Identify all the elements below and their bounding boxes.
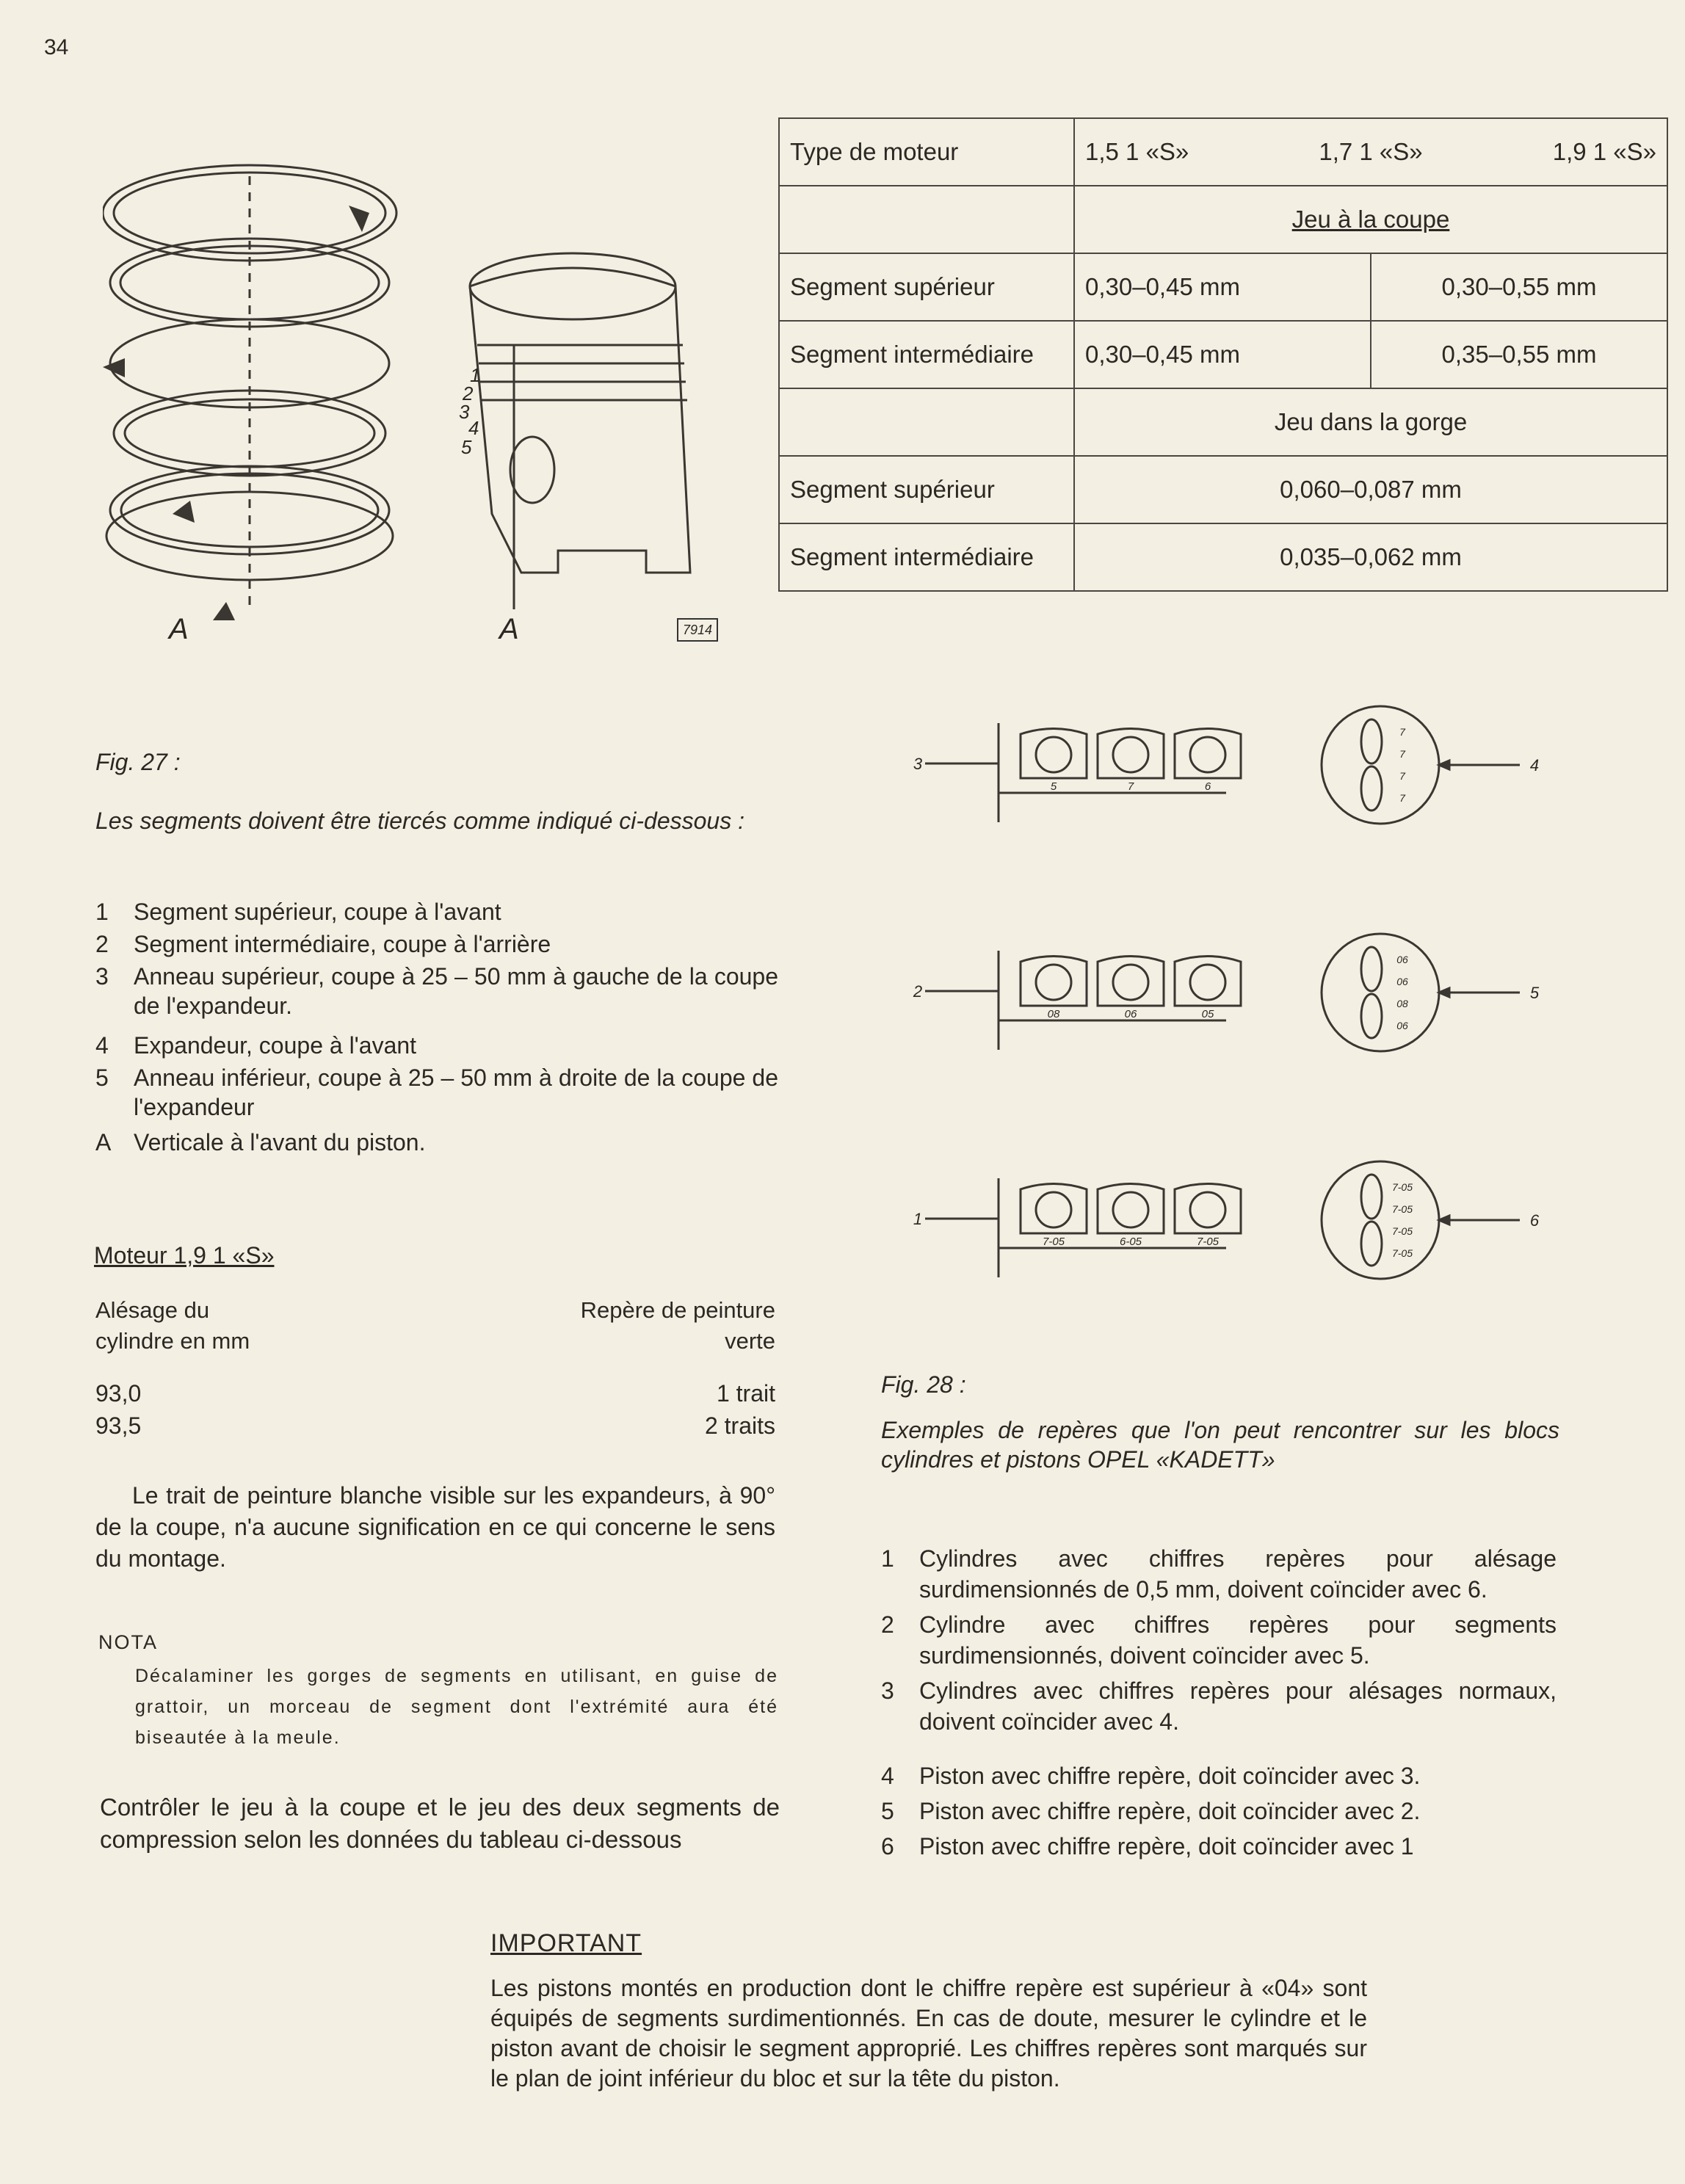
table-row bbox=[779, 186, 1667, 253]
label-1: 1 bbox=[470, 364, 481, 386]
piston-mark: 06 bbox=[1396, 976, 1408, 987]
piston-head bbox=[1322, 934, 1439, 1051]
bore-value: 93,0 bbox=[95, 1380, 142, 1407]
list-item: 4 Expandeur, coupe à l'avant bbox=[95, 1032, 417, 1059]
table-row bbox=[779, 456, 1667, 523]
engine-type: 1,9 1 «S» bbox=[1552, 138, 1656, 165]
valve-pocket bbox=[1361, 994, 1382, 1038]
block-mark: 7-05 bbox=[1196, 1236, 1220, 1248]
valve-pocket bbox=[1361, 766, 1382, 810]
block-mark: 08 bbox=[1047, 1008, 1060, 1020]
cylinder-circle bbox=[1036, 737, 1071, 772]
piston-number: 4 bbox=[1529, 756, 1540, 774]
fig27-caption: Fig. 27 : bbox=[95, 749, 181, 775]
piston-mark: 7-05 bbox=[1391, 1247, 1413, 1259]
bore-value: 93,5 bbox=[95, 1412, 142, 1439]
table-cell: 0,35–0,55 mm bbox=[1371, 321, 1667, 388]
gap-header: Jeu à la coupe bbox=[1074, 186, 1667, 253]
marks-illustration bbox=[910, 705, 1601, 1292]
table-cell: 0,30–0,45 mm bbox=[1074, 321, 1371, 388]
piston-mark: 7-05 bbox=[1391, 1225, 1413, 1237]
list-item: 2 Cylindre avec chiffres repères pour segments surdimensionnés, doivent coïncider avec 5. bbox=[881, 1611, 1557, 1669]
piston-mark: 7-05 bbox=[1391, 1181, 1413, 1193]
arrow-icon bbox=[213, 602, 235, 620]
label-2: 2 bbox=[463, 382, 474, 404]
row-label: Segment intermédiaire bbox=[779, 523, 1074, 591]
label-a: A bbox=[499, 613, 519, 645]
list-item: 3 Cylindres avec chiffres repères pour alésages normaux, doivent coïncider avec 4. bbox=[881, 1677, 1557, 1735]
piston-mark: 7 bbox=[1399, 792, 1405, 804]
engine-type: 1,7 1 «S» bbox=[1319, 138, 1423, 165]
empty-cell bbox=[779, 186, 1074, 253]
important-text: Les pistons montés en production dont le chiffre repère est supérieur à «04» sont équipés de segments surdimentionnés. En cas de doute, mesurer le cylindre et le piston avant de choisir le segment approprié. Les chiffres repères sont marqués sur le plan de joint inférieur du bloc et sur la tête du piston. bbox=[490, 1975, 1367, 2092]
valve-pocket bbox=[1361, 719, 1382, 763]
arrow-icon bbox=[1439, 988, 1449, 997]
table-cell: 0,30–0,55 mm bbox=[1371, 253, 1667, 321]
fig27-intro: Les segments doivent être tiercés comme indiqué ci-dessous : bbox=[95, 808, 744, 834]
bore-header: Alésage du cylindre en mm bbox=[95, 1297, 250, 1354]
table-row bbox=[779, 253, 1667, 321]
row-label: Segment supérieur bbox=[779, 253, 1074, 321]
table-row bbox=[779, 118, 1667, 186]
piston-rings-illustration bbox=[103, 103, 749, 661]
valve-pocket bbox=[1361, 1222, 1382, 1266]
paint-header: Repère de peinture verte bbox=[580, 1297, 775, 1354]
piston-number: 5 bbox=[1529, 984, 1540, 1002]
paint-note: Le trait de peinture blanche visible sur les expandeurs, à 90° de la coupe, n'a aucune signification en ce qui concerne le sens du montage. bbox=[95, 1482, 775, 1572]
piston-mark: 06 bbox=[1396, 1020, 1408, 1031]
nota-title: NOTA bbox=[98, 1631, 158, 1653]
block-mark: 7-05 bbox=[1042, 1236, 1065, 1248]
piston-mark: 7 bbox=[1399, 726, 1405, 738]
fig28-caption: Fig. 28 : bbox=[881, 1371, 966, 1398]
figure-reference: 7914 bbox=[677, 618, 718, 642]
row-number: 2 bbox=[913, 982, 923, 1001]
arrow-icon bbox=[173, 501, 195, 523]
block-section bbox=[999, 1178, 1226, 1277]
control-text: Contrôler le jeu à la coupe et le jeu des deux segments de compression selon les données du tableau ci-dessous bbox=[100, 1793, 780, 1853]
piston-number: 6 bbox=[1529, 1211, 1540, 1230]
block-mark: 05 bbox=[1201, 1008, 1214, 1020]
table-row bbox=[779, 523, 1667, 591]
engine-type-label: Type de moteur bbox=[779, 118, 1074, 186]
page-number: 34 bbox=[44, 35, 69, 59]
list-item: 4 Piston avec chiffre repère, doit coïncider avec 3. bbox=[881, 1763, 1421, 1789]
list-item: 5 Piston avec chiffre repère, doit coïncider avec 2. bbox=[881, 1798, 1421, 1824]
table-cell: 0,035–0,062 mm bbox=[1074, 523, 1667, 591]
table-row bbox=[779, 321, 1667, 388]
cylinder-circle bbox=[1113, 965, 1148, 1000]
arrow-icon bbox=[1439, 761, 1449, 769]
ring-5 bbox=[110, 466, 389, 554]
cylinder-circle bbox=[1113, 737, 1148, 772]
arrow-icon bbox=[1439, 1216, 1449, 1225]
block-section bbox=[999, 951, 1226, 1050]
fig28-description: Exemples de repères que l'on peut rencontrer sur les blocs cylindres et pistons OPEL «KADETT» bbox=[881, 1417, 1559, 1473]
motor-title: Moteur 1,9 1 «S» bbox=[94, 1242, 275, 1269]
valve-pocket bbox=[1361, 947, 1382, 991]
list-item: 3 Anneau supérieur, coupe à 25 – 50 mm à gauche de la coupe de l'expandeur. bbox=[95, 963, 778, 1019]
groove-header: Jeu dans la gorge bbox=[1074, 388, 1667, 456]
row-number: 3 bbox=[913, 755, 923, 773]
row-label: Segment supérieur bbox=[779, 456, 1074, 523]
piston-mark: 06 bbox=[1396, 954, 1408, 965]
cylinder-circle bbox=[1190, 1192, 1225, 1227]
block-mark: 06 bbox=[1124, 1008, 1137, 1020]
paint-mark: 1 trait bbox=[716, 1380, 775, 1407]
piston-head bbox=[1322, 1161, 1439, 1279]
piston-mark: 7 bbox=[1399, 770, 1405, 782]
row-number: 1 bbox=[913, 1210, 923, 1228]
cylinder-circle bbox=[1036, 1192, 1071, 1227]
table-row bbox=[779, 388, 1667, 456]
clearance-table bbox=[778, 117, 1668, 592]
block-mark: 5 bbox=[1050, 780, 1057, 793]
label-3: 3 bbox=[459, 401, 470, 423]
engine-types-cell bbox=[1074, 118, 1667, 186]
label-5: 5 bbox=[461, 436, 472, 458]
piston-mark: 7-05 bbox=[1391, 1203, 1413, 1215]
block-section bbox=[999, 723, 1226, 822]
table-cell: 0,30–0,45 mm bbox=[1074, 253, 1371, 321]
block-mark: 6-05 bbox=[1119, 1236, 1142, 1248]
important-title: IMPORTANT bbox=[490, 1929, 642, 1957]
empty-cell bbox=[779, 388, 1074, 456]
piston-head bbox=[1322, 706, 1439, 824]
list-item: A Verticale à l'avant du piston. bbox=[95, 1129, 426, 1156]
cylinder-circle bbox=[1113, 1192, 1148, 1227]
list-item: 1 Segment supérieur, coupe à l'avant bbox=[95, 899, 501, 925]
block-mark: 7 bbox=[1127, 780, 1134, 793]
piston bbox=[470, 268, 690, 573]
block-mark: 6 bbox=[1204, 780, 1211, 793]
cylinder-circle bbox=[1190, 965, 1225, 1000]
cylinder-circle bbox=[1036, 965, 1071, 1000]
list-item: 2 Segment intermédiaire, coupe à l'arrière bbox=[95, 931, 551, 957]
label-4: 4 bbox=[468, 417, 479, 439]
engine-type: 1,5 1 «S» bbox=[1085, 138, 1189, 165]
nota-text: Décalaminer les gorges de segments en utilisant, en guise de grattoir, un morceau de segment dont l'extrémité aura été biseautée à la meule. bbox=[135, 1666, 778, 1748]
list-item: 1 Cylindres avec chiffres repères pour alésage surdimensionnés de 0,5 mm, doivent coïncider avec 6. bbox=[881, 1545, 1557, 1603]
list-item: 6 Piston avec chiffre repère, doit coïncider avec 1 bbox=[881, 1833, 1414, 1860]
label-a: A bbox=[169, 613, 189, 645]
piston-mark: 08 bbox=[1396, 998, 1408, 1009]
cylinder-circle bbox=[1190, 737, 1225, 772]
row-label: Segment intermédiaire bbox=[779, 321, 1074, 388]
piston-mark: 7 bbox=[1399, 748, 1405, 760]
table-cell: 0,060–0,087 mm bbox=[1074, 456, 1667, 523]
paint-mark: 2 traits bbox=[704, 1412, 775, 1439]
list-item: 5 Anneau inférieur, coupe à 25 – 50 mm à droite de la coupe de l'expandeur bbox=[95, 1064, 778, 1120]
valve-pocket bbox=[1361, 1175, 1382, 1219]
arrow-icon bbox=[349, 206, 369, 232]
